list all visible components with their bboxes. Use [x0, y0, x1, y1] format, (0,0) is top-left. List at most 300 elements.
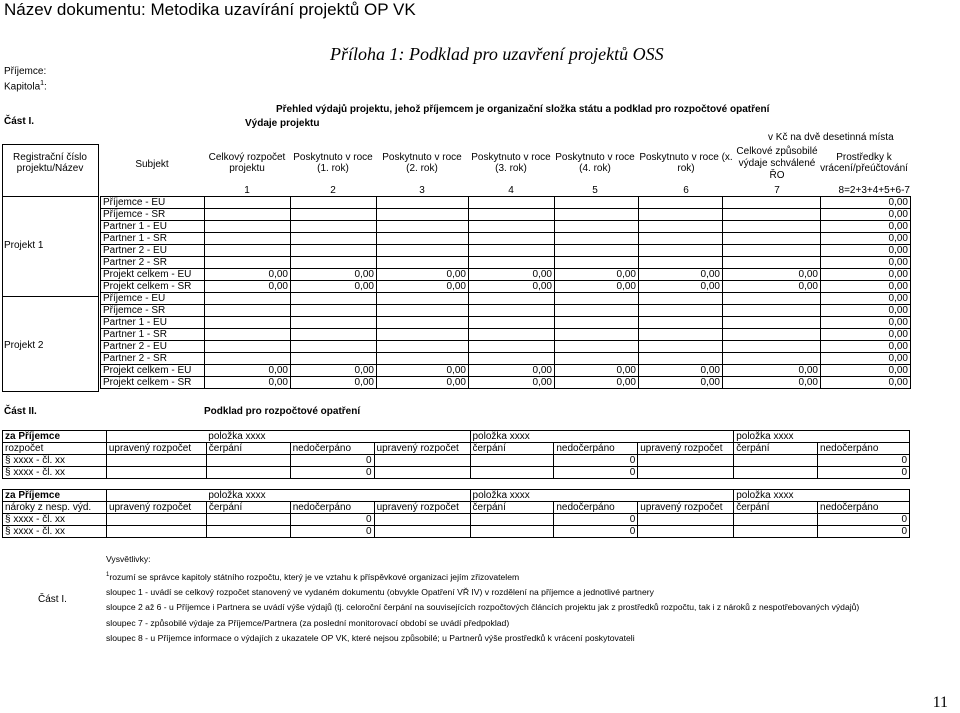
table-row: [101, 305, 911, 317]
value-cell: 0,00: [821, 197, 911, 209]
value-cell: [205, 353, 291, 365]
project-name: Projekt 2: [4, 340, 44, 351]
value-cell: [734, 526, 818, 538]
column-header: nedočerpáno: [290, 443, 374, 455]
value-cell: 0,00: [821, 377, 911, 389]
value-cell: [469, 341, 555, 353]
top-rule: [2, 144, 98, 145]
value-cell: 0,00: [821, 317, 911, 329]
value-cell: 0,00: [205, 365, 291, 377]
value-cell: 0,00: [821, 257, 911, 269]
header-year1-line2: (1. rok): [317, 163, 349, 174]
value-cell: 0,00: [639, 281, 723, 293]
column-number: 7: [774, 185, 780, 196]
value-cell: [469, 305, 555, 317]
subject-cell: Projekt celkem - SR: [101, 281, 205, 293]
value-cell: [723, 317, 821, 329]
note-line: sloupce 2 až 6 - u Příjemce i Partnera se uvádí výše výdajů (tj. celoroční čerpání na souvisejících rozpočtových článcích projektu jak z prostředků rozpočtu, tak i z nároků z nespotřebovaných výdajů): [106, 602, 860, 613]
note-line: [106, 568, 859, 585]
header-year4: [552, 152, 638, 174]
value-cell: [469, 197, 555, 209]
value-cell: [555, 209, 639, 221]
value-cell: 0: [290, 455, 374, 467]
kapitola-footnote-mark: 1: [40, 80, 45, 87]
value-cell: 0,00: [821, 269, 911, 281]
value-cell: 0,00: [639, 377, 723, 389]
value-cell: [106, 526, 206, 538]
value-cell: 0,00: [821, 209, 911, 221]
value-cell: [377, 245, 469, 257]
row-label: § xxxx - čl. xx: [3, 467, 107, 479]
value-cell: 0,00: [555, 281, 639, 293]
column-header: nedočerpáno: [554, 502, 638, 514]
value-cell: 0,00: [639, 269, 723, 281]
column-header: čerpání: [470, 443, 554, 455]
value-cell: [639, 353, 723, 365]
header-yearx-line2: rok): [677, 163, 695, 174]
prijemce-label: Příjemce:: [4, 66, 47, 77]
value-cell: [639, 317, 723, 329]
value-cell: 0: [290, 514, 374, 526]
header-celkove-line1: Celkové způsobilé: [736, 146, 818, 157]
value-cell: [374, 455, 470, 467]
header-reg-line1: Registrační číslo: [13, 152, 87, 163]
value-cell: [639, 305, 723, 317]
header-year2-line2: (2. rok): [406, 163, 438, 174]
row-label: § xxxx - čl. xx: [3, 514, 107, 526]
table-row: [3, 467, 910, 479]
document-title: Název dokumentu: Metodika uzavírání projektů OP VK: [4, 0, 416, 19]
header-rule: [2, 196, 98, 197]
value-cell: [734, 467, 818, 479]
value-cell: 0,00: [555, 269, 639, 281]
note-text: rozumí se správce kapitoly státního rozpočtu, který je ve vztahu k příspěvkové organizaci jejím zřizovatelem: [109, 571, 520, 582]
row-header: rozpočet: [3, 443, 107, 455]
value-cell: [555, 293, 639, 305]
value-cell: [374, 467, 470, 479]
column-header: čerpání: [470, 502, 554, 514]
value-cell: [639, 245, 723, 257]
value-cell: 0,00: [377, 269, 469, 281]
value-cell: [205, 197, 291, 209]
value-cell: 0,00: [821, 233, 911, 245]
column-header: nedočerpáno: [818, 443, 910, 455]
column-header: nedočerpáno: [290, 502, 374, 514]
value-cell: [555, 353, 639, 365]
value-cell: [723, 341, 821, 353]
value-cell: [469, 257, 555, 269]
value-cell: 0,00: [821, 365, 911, 377]
value-cell: [639, 257, 723, 269]
value-cell: [205, 317, 291, 329]
value-cell: 0,00: [291, 281, 377, 293]
column-header: upravený rozpočet: [106, 502, 206, 514]
value-cell: 0: [554, 467, 638, 479]
table-row: [101, 233, 911, 245]
cast2-label: Část II.: [4, 406, 37, 417]
subject-cell: Partner 2 - SR: [101, 353, 205, 365]
note-line: sloupec 1 - uvádí se celkový rozpočet stanovený ve vydaném dokumentu (obvykle Opatření VŘ IV) v rozdělení na příjemce a jednotlivé partnery: [106, 586, 654, 597]
value-cell: [555, 341, 639, 353]
value-cell: [723, 293, 821, 305]
table-row: [101, 257, 911, 269]
table-row: [3, 455, 910, 467]
value-cell: [205, 305, 291, 317]
header-celkovy: [204, 152, 290, 174]
subject-cell: Příjemce - EU: [101, 197, 205, 209]
table-row: [3, 443, 910, 455]
value-cell: [205, 329, 291, 341]
value-cell: [638, 467, 734, 479]
value-cell: [470, 514, 554, 526]
value-cell: [469, 209, 555, 221]
project-name: Projekt 1: [4, 240, 44, 251]
subject-cell: Projekt celkem - EU: [101, 365, 205, 377]
value-cell: [205, 221, 291, 233]
header-year4-line1: Poskytnuto v roce: [555, 152, 635, 163]
header-prostredky-line1: Prostředky k: [836, 152, 892, 163]
value-cell: [469, 245, 555, 257]
table-row: [3, 490, 910, 502]
polozka-label: položka xxxx: [470, 431, 734, 443]
section2-heading: Podklad pro rozpočtové opatření: [204, 406, 361, 417]
header-celkove-zpusobile: [734, 146, 820, 182]
value-cell: [205, 257, 291, 269]
value-cell: 0,00: [821, 293, 911, 305]
column-header: upravený rozpočet: [374, 443, 470, 455]
polozka-label: položka xxxx: [206, 431, 470, 443]
table-row: [101, 341, 911, 353]
column-number: 4: [508, 185, 514, 196]
header-year2-line1: Poskytnuto v roce: [382, 152, 462, 163]
column-header: upravený rozpočet: [374, 502, 470, 514]
table-row: [101, 317, 911, 329]
table-row: [101, 353, 911, 365]
value-cell: 0: [290, 526, 374, 538]
value-cell: 0,00: [555, 365, 639, 377]
value-cell: [555, 245, 639, 257]
value-cell: [469, 221, 555, 233]
budget-table-2: [2, 489, 910, 538]
kapitola-colon: :: [44, 81, 47, 93]
value-cell: 0: [818, 455, 910, 467]
table-row: [101, 221, 911, 233]
value-cell: [377, 221, 469, 233]
value-cell: 0,00: [469, 377, 555, 389]
polozka-label: položka xxxx: [734, 490, 910, 502]
column-header: upravený rozpočet: [638, 443, 734, 455]
value-cell: 0,00: [821, 305, 911, 317]
value-cell: 0,00: [555, 377, 639, 389]
column-header: čerpání: [206, 443, 290, 455]
value-cell: 0,00: [291, 365, 377, 377]
value-cell: [291, 245, 377, 257]
header-celkove-line3: ŘO: [769, 170, 785, 181]
expenditure-table: [100, 196, 911, 389]
header-subjekt: Subjekt: [135, 159, 169, 170]
header-reg-line2: projektu/Název: [16, 163, 84, 174]
value-cell: [374, 514, 470, 526]
table-row: [3, 502, 910, 514]
polozka-label: položka xxxx: [470, 490, 734, 502]
value-cell: [291, 329, 377, 341]
value-cell: 0: [554, 455, 638, 467]
value-cell: [723, 353, 821, 365]
value-cell: [639, 197, 723, 209]
subject-cell: Partner 2 - SR: [101, 257, 205, 269]
column-number: 1: [244, 185, 250, 196]
value-cell: [639, 209, 723, 221]
header-yearx: [636, 152, 736, 174]
value-cell: [639, 293, 723, 305]
left-border: [2, 144, 3, 392]
value-cell: [206, 467, 290, 479]
value-cell: [469, 293, 555, 305]
table-row: [101, 329, 911, 341]
column-number: 8=2+3+4+5+6-7: [838, 185, 910, 196]
value-cell: 0: [554, 514, 638, 526]
note-line: sloupec 8 - u Příjemce informace o výdajích z ukazatele OP VK, které nejsou způsobilé; u Partnerů výše prostředků k vrácení poskytovateli: [106, 633, 635, 644]
value-cell: 0,00: [821, 353, 911, 365]
value-cell: [377, 257, 469, 269]
value-cell: 0,00: [821, 245, 911, 257]
value-cell: 0,00: [291, 269, 377, 281]
value-cell: [205, 233, 291, 245]
value-cell: [205, 245, 291, 257]
value-cell: [723, 221, 821, 233]
value-cell: 0,00: [821, 329, 911, 341]
header-yearx-line1: Poskytnuto v roce (x.: [639, 152, 733, 163]
explanatory-notes: [106, 552, 859, 647]
header-year3-line2: (3. rok): [495, 163, 527, 174]
value-cell: [377, 197, 469, 209]
value-cell: [291, 305, 377, 317]
value-cell: [555, 329, 639, 341]
subject-cell: Příjemce - SR: [101, 209, 205, 221]
value-cell: [206, 514, 290, 526]
table-row: [3, 431, 910, 443]
value-cell: [638, 514, 734, 526]
value-cell: [638, 526, 734, 538]
table-row: [101, 245, 911, 257]
value-cell: [723, 329, 821, 341]
value-cell: 0: [818, 514, 910, 526]
value-cell: [377, 317, 469, 329]
table-row: [3, 526, 910, 538]
value-cell: 0,00: [291, 377, 377, 389]
value-cell: [291, 257, 377, 269]
value-cell: [291, 197, 377, 209]
value-cell: [374, 526, 470, 538]
table-row: [101, 377, 911, 389]
value-cell: [555, 197, 639, 209]
value-cell: [555, 233, 639, 245]
column-header: čerpání: [734, 443, 818, 455]
value-cell: [377, 353, 469, 365]
value-cell: [205, 209, 291, 221]
value-cell: [555, 317, 639, 329]
table-row: [101, 269, 911, 281]
subject-cell: Příjemce - EU: [101, 293, 205, 305]
value-cell: [291, 221, 377, 233]
cast1-label: Část I.: [4, 116, 35, 127]
polozka-label: položka xxxx: [206, 490, 470, 502]
value-cell: [469, 329, 555, 341]
value-cell: [555, 257, 639, 269]
value-cell: [377, 305, 469, 317]
value-cell: [734, 514, 818, 526]
value-cell: [377, 341, 469, 353]
value-cell: 0,00: [469, 281, 555, 293]
table-title: za Příjemce: [3, 490, 107, 502]
left-divider: [98, 144, 99, 392]
value-cell: [205, 293, 291, 305]
header-prostredky-line2: vrácení/přeúčtování: [820, 163, 908, 174]
column-header: upravený rozpočet: [638, 502, 734, 514]
column-header: nedočerpáno: [818, 502, 910, 514]
value-cell: [723, 209, 821, 221]
value-cell: [377, 329, 469, 341]
value-cell: [106, 455, 206, 467]
unit-note: v Kč na dvě desetinná místa: [768, 132, 894, 143]
value-cell: [377, 233, 469, 245]
table-row: [101, 365, 911, 377]
subject-cell: Projekt celkem - SR: [101, 377, 205, 389]
cast1-bottom-label: Část I.: [38, 594, 67, 605]
kapitola-text: Kapitola: [4, 81, 41, 93]
table-title: za Příjemce: [3, 431, 107, 443]
column-number: 5: [592, 185, 598, 196]
header-reg: [4, 152, 96, 174]
value-cell: [639, 329, 723, 341]
subject-cell: Partner 2 - EU: [101, 245, 205, 257]
row-label: § xxxx - čl. xx: [3, 455, 107, 467]
value-cell: [470, 455, 554, 467]
section1-heading: Přehled výdajů projektu, jehož příjemcem je organizační složka státu a podklad pro rozpočtové opatření: [276, 104, 770, 115]
header-year1: [290, 152, 376, 174]
value-cell: [106, 467, 206, 479]
value-cell: 0,00: [205, 269, 291, 281]
value-cell: [469, 233, 555, 245]
column-number: 6: [683, 185, 689, 196]
value-cell: [639, 233, 723, 245]
value-cell: [638, 455, 734, 467]
table-row: [101, 293, 911, 305]
subject-cell: Partner 1 - EU: [101, 221, 205, 233]
value-cell: [206, 526, 290, 538]
row-header: nároky z nesp. výd.: [3, 502, 107, 514]
column-header: nedočerpáno: [554, 443, 638, 455]
value-cell: 0,00: [723, 377, 821, 389]
value-cell: 0: [290, 467, 374, 479]
note-line: sloupec 7 - způsobilé výdaje za Příjemce/Partnera (za poslední monitorovací období se uvádí předpoklad): [106, 617, 510, 628]
table-row: [101, 209, 911, 221]
table-row: [101, 281, 911, 293]
column-header: upravený rozpočet: [106, 443, 206, 455]
value-cell: [555, 221, 639, 233]
value-cell: [206, 455, 290, 467]
subject-cell: Partner 2 - EU: [101, 341, 205, 353]
project-1-rows: [101, 197, 911, 293]
value-cell: [291, 341, 377, 353]
value-cell: 0,00: [821, 341, 911, 353]
value-cell: [470, 526, 554, 538]
value-cell: [734, 455, 818, 467]
value-cell: [723, 257, 821, 269]
value-cell: [291, 317, 377, 329]
annex-title: Příloha 1: Podklad pro uzavření projektů OSS: [330, 44, 664, 64]
value-cell: 0,00: [377, 377, 469, 389]
header-prostredky: [818, 152, 910, 174]
value-cell: 0,00: [821, 281, 911, 293]
value-cell: [106, 514, 206, 526]
value-cell: 0,00: [639, 365, 723, 377]
value-cell: [291, 353, 377, 365]
column-number: 3: [419, 185, 425, 196]
column-number: 2: [330, 185, 336, 196]
value-cell: [723, 233, 821, 245]
subject-cell: Partner 1 - SR: [101, 329, 205, 341]
subject-cell: Projekt celkem - EU: [101, 269, 205, 281]
value-cell: [377, 209, 469, 221]
value-cell: 0,00: [205, 281, 291, 293]
value-cell: [723, 197, 821, 209]
bottom-rule: [2, 391, 98, 392]
header-year2: [376, 152, 468, 174]
value-cell: [469, 317, 555, 329]
value-cell: 0,00: [205, 377, 291, 389]
value-cell: [469, 353, 555, 365]
value-cell: 0: [554, 526, 638, 538]
header-celkovy-line1: Celkový rozpočet: [208, 152, 286, 163]
header-year3: [468, 152, 554, 174]
table-row: [101, 197, 911, 209]
subject-cell: Příjemce - SR: [101, 305, 205, 317]
column-header: čerpání: [206, 502, 290, 514]
value-cell: 0: [818, 526, 910, 538]
page-number: 11: [932, 694, 948, 711]
header-year3-line1: Poskytnuto v roce: [471, 152, 551, 163]
column-header: čerpání: [734, 502, 818, 514]
value-cell: [470, 467, 554, 479]
project-divider: [2, 296, 98, 297]
value-cell: 0,00: [377, 365, 469, 377]
value-cell: [723, 305, 821, 317]
section1-subheading: Výdaje projektu: [245, 118, 320, 129]
value-cell: [377, 293, 469, 305]
value-cell: [205, 341, 291, 353]
value-cell: 0,00: [377, 281, 469, 293]
value-cell: [291, 293, 377, 305]
header-year4-line2: (4. rok): [579, 163, 611, 174]
value-cell: [639, 221, 723, 233]
value-cell: 0,00: [723, 269, 821, 281]
project-2-rows: [101, 293, 911, 389]
value-cell: 0,00: [469, 269, 555, 281]
subject-cell: Partner 1 - SR: [101, 233, 205, 245]
row-label: § xxxx - čl. xx: [3, 526, 107, 538]
table-row: [3, 514, 910, 526]
subject-cell: Partner 1 - EU: [101, 317, 205, 329]
kapitola-label: [4, 80, 47, 92]
value-cell: [291, 233, 377, 245]
value-cell: [639, 341, 723, 353]
header-year1-line1: Poskytnuto v roce: [293, 152, 373, 163]
value-cell: 0,00: [469, 365, 555, 377]
value-cell: [291, 209, 377, 221]
footnote-mark: 1: [106, 571, 110, 578]
polozka-label: položka xxxx: [734, 431, 910, 443]
